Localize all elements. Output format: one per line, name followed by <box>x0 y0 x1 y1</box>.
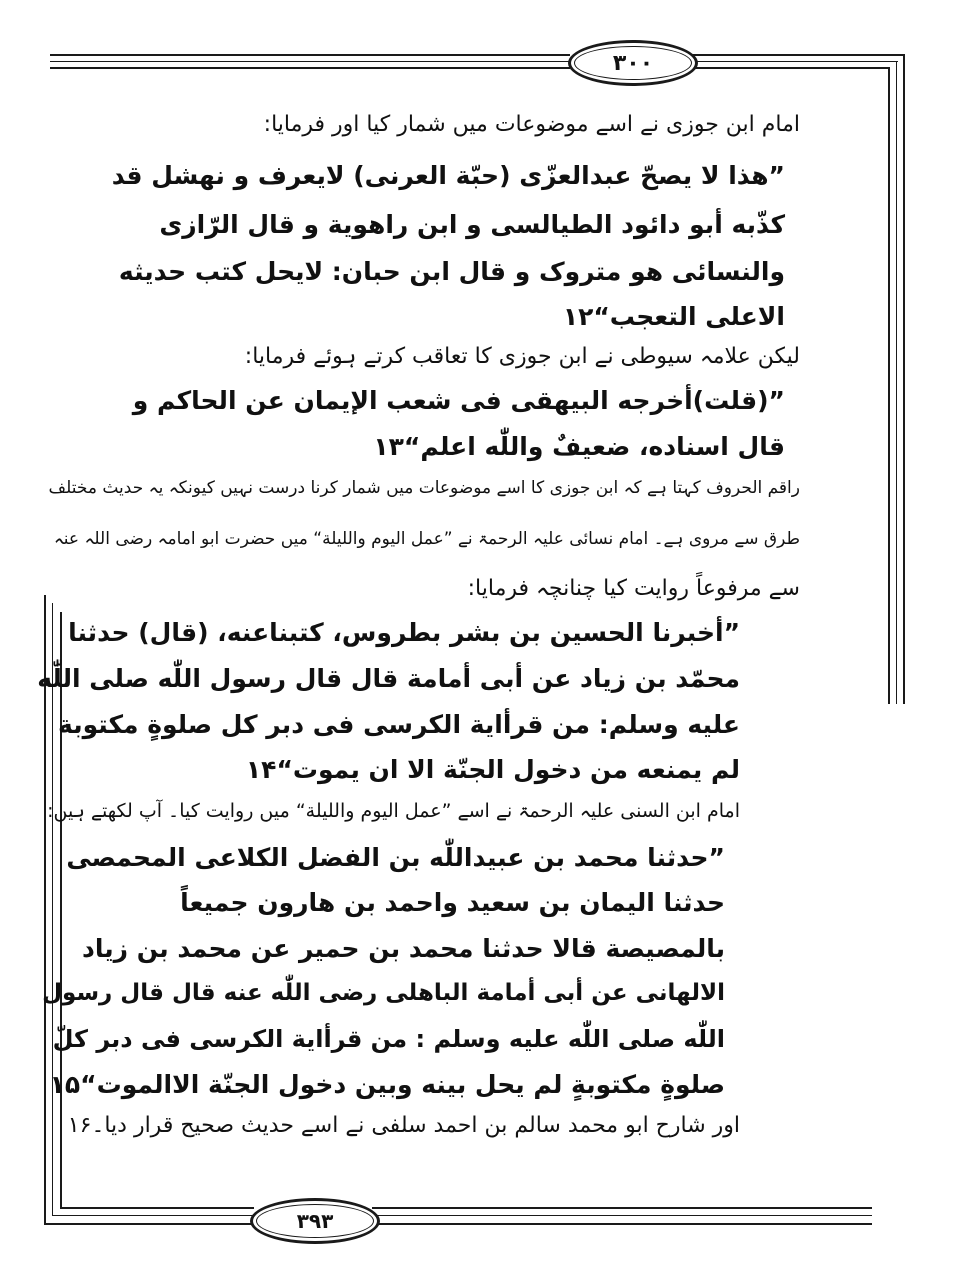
text-line: لیکن علامہ سیوطی نے ابن جوزی کا تعاقب کرتے ہوئے فرمایا: <box>244 344 800 369</box>
quote-line: علیه وسلم: من قرأایة الکرسی فی دبر کل صلوةٍ مکتوبة <box>58 710 740 739</box>
text-line: راقم الحروف کہتا ہے کہ ابن جوزی کا اسے موضوعات میں شمار کرنا درست نہیں کیونکہ یہ حدیث مختلف <box>48 478 800 498</box>
quote-line: بالمصیصة قالا حدثنا محمد بن حمیر عن محمد بن زیاد <box>82 934 725 963</box>
quote-line: لم یمنعه من دخول الجنّة الا ان یموت“۱۴ <box>245 755 740 784</box>
frame-line <box>60 612 62 1208</box>
quote-line: ”أخبرنا الحسین بن بشر بطروس، کتبناعنه، (قال) حدثنا <box>68 618 740 647</box>
bottom-page-number: ۳۹۳ <box>250 1198 380 1244</box>
frame-line <box>372 1215 872 1216</box>
quote-line: کذّبه أبو دائود الطیالسی و ابن راھویة و قال الرّازی <box>159 210 785 239</box>
frame-line <box>690 67 890 69</box>
frame-line <box>372 1223 872 1225</box>
frame-line <box>896 61 897 704</box>
frame-line <box>888 67 890 704</box>
quote-line: محمّد بن زیاد عن أبی أمامة قال قال رسول اللّٰه صلی اللّٰه <box>37 664 740 693</box>
quote-line: الاعلی التعجب“۱۲ <box>562 302 785 331</box>
quote-line: ”ھذا لا یصحّ عبدالعزّی (حبّة العرنی) لایعرف و نھشل قد <box>111 161 785 190</box>
text-line: امام ابن جوزی نے اسے موضوعات میں شمار کیا اور فرمایا: <box>263 112 800 137</box>
frame-line <box>903 54 905 704</box>
frame-line <box>60 1207 254 1209</box>
text-line: امام ابن السنی علیہ الرحمۃ نے اسے ”عمل الیوم واللیلة“ میں روایت کیا۔ آپ لکھتے ہیں: <box>47 800 740 822</box>
frame-line <box>50 67 570 69</box>
frame-line <box>690 61 898 62</box>
top-page-number: ۳۰۰ <box>568 40 698 86</box>
quote-line: حدثنا الیمان بن سعید واحمد بن ھارون جمیعاً <box>180 888 725 917</box>
frame-line <box>50 54 570 56</box>
quote-line: والنسائی ھو متروک و قال ابن حبان: لایحل کتب حدیثه <box>118 257 785 286</box>
quote-line: صلوةٍ مکتوبةٍ لم یحل بینه وبین دخول الجنّة الاالموت“۱۵ <box>49 1070 725 1099</box>
text-line: سے مرفوعاً روایت کیا چنانچہ فرمایا: <box>467 576 800 601</box>
frame-line <box>52 1215 254 1216</box>
text-line: اور شارح ابو محمد سالم بن احمد سلفی نے اسے حدیث صحیح قرار دیا۔۱۶ <box>67 1113 740 1138</box>
frame-line <box>690 54 905 56</box>
quote-line: الالھانی عن أبی أمامة الباھلی رضی اللّٰه عنه قال قال رسول <box>42 980 725 1006</box>
frame-line <box>52 603 53 1215</box>
frame-line <box>372 1207 872 1209</box>
text-line: طرق سے مروی ہے۔ امام نسائی علیہ الرحمۃ نے ”عمل الیوم واللیلة“ میں حضرت ابو امامہ رضی اللہ عنہ <box>53 529 800 549</box>
frame-line <box>44 1223 254 1225</box>
frame-line <box>50 61 570 62</box>
quote-line: اللّٰه صلی اللّٰه علیه وسلم : من قرأایة الکرسی فی دبر کلّ <box>52 1025 725 1053</box>
quote-line: ”(قلت)أخرجه البیھقی فی شعب الإیمان عن الحاکم و <box>132 386 785 415</box>
quote-line: ”حدثنا محمد بن عبیداللّٰه بن الفضل الکلاعی المحمصی <box>66 843 725 872</box>
quote-line: قال اسناده، ضعیفٌ واللّٰه اعلم“۱۳ <box>373 432 785 461</box>
